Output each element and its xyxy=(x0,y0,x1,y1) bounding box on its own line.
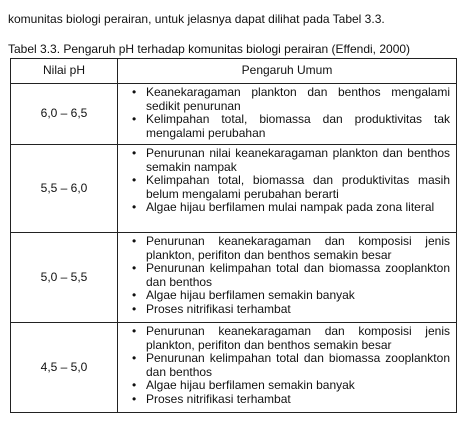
table-row xyxy=(11,233,457,323)
ph-value: 5,5 – 6,0 xyxy=(11,145,118,233)
effect-item: • Keanekaragaman plankton dan benthos mengalami sedikit penurunan xyxy=(132,86,450,113)
intro-paragraph: komunitas biologi perairan, untuk jelasnya dapat dilihat pada Tabel 3.3. xyxy=(8,12,385,26)
effects-cell xyxy=(118,323,457,413)
effects-list xyxy=(132,325,450,406)
header-nilai-ph: Nilai pH xyxy=(11,59,118,84)
effect-item: • Penurunan keanekaragaman dan komposisi jenis plankton, perifiton dan benthos semakin besar xyxy=(132,235,450,262)
effect-item: • Algae hijau berfilamen mulai nampak pada zona literal xyxy=(132,201,450,215)
effect-item: • Algae hijau berfilamen semakin banyak xyxy=(132,289,450,303)
effect-item: • Kelimpahan total, biomassa dan produktivitas tak mengalami perubahan xyxy=(132,113,450,140)
table-row xyxy=(11,323,457,413)
effects-list xyxy=(132,235,450,316)
effects-cell xyxy=(118,233,457,323)
ph-value: 5,0 – 5,5 xyxy=(11,233,118,323)
effects-list xyxy=(132,147,450,215)
effect-item: • Penurunan kelimpahan total dan biomassa zooplankton dan benthos xyxy=(132,352,450,379)
ph-value: 6,0 – 6,5 xyxy=(11,84,118,145)
header-pengaruh-umum: Pengaruh Umum xyxy=(118,59,457,84)
table-header-row xyxy=(11,59,457,84)
ph-value: 4,5 – 5,0 xyxy=(11,323,118,413)
effects-cell xyxy=(118,84,457,145)
effects-list xyxy=(132,86,450,140)
table-caption: Tabel 3.3. Pengaruh pH terhadap komunitas biologi perairan (Effendi, 2000) xyxy=(8,42,411,56)
effect-item: • Penurunan kelimpahan total dan biomassa zooplankton dan benthos xyxy=(132,262,450,289)
effects-cell xyxy=(118,145,457,233)
ph-effects-table xyxy=(10,58,457,413)
effect-item: • Kelimpahan total, biomassa dan produktivitas masih belum mengalami perubahan berarti xyxy=(132,174,450,201)
effect-item: • Penurunan nilai keanekaragaman plankton dan benthos semakin nampak xyxy=(132,147,450,174)
effect-item: • Penurunan keanekaragaman dan komposisi jenis plankton, perifiton dan benthos semakin besar xyxy=(132,325,450,352)
table-row xyxy=(11,84,457,145)
effect-item: • Proses nitrifikasi terhambat xyxy=(132,303,450,317)
table-row xyxy=(11,145,457,233)
effect-item: • Algae hijau berfilamen semakin banyak xyxy=(132,379,450,393)
effect-item: • Proses nitrifikasi terhambat xyxy=(132,393,450,407)
